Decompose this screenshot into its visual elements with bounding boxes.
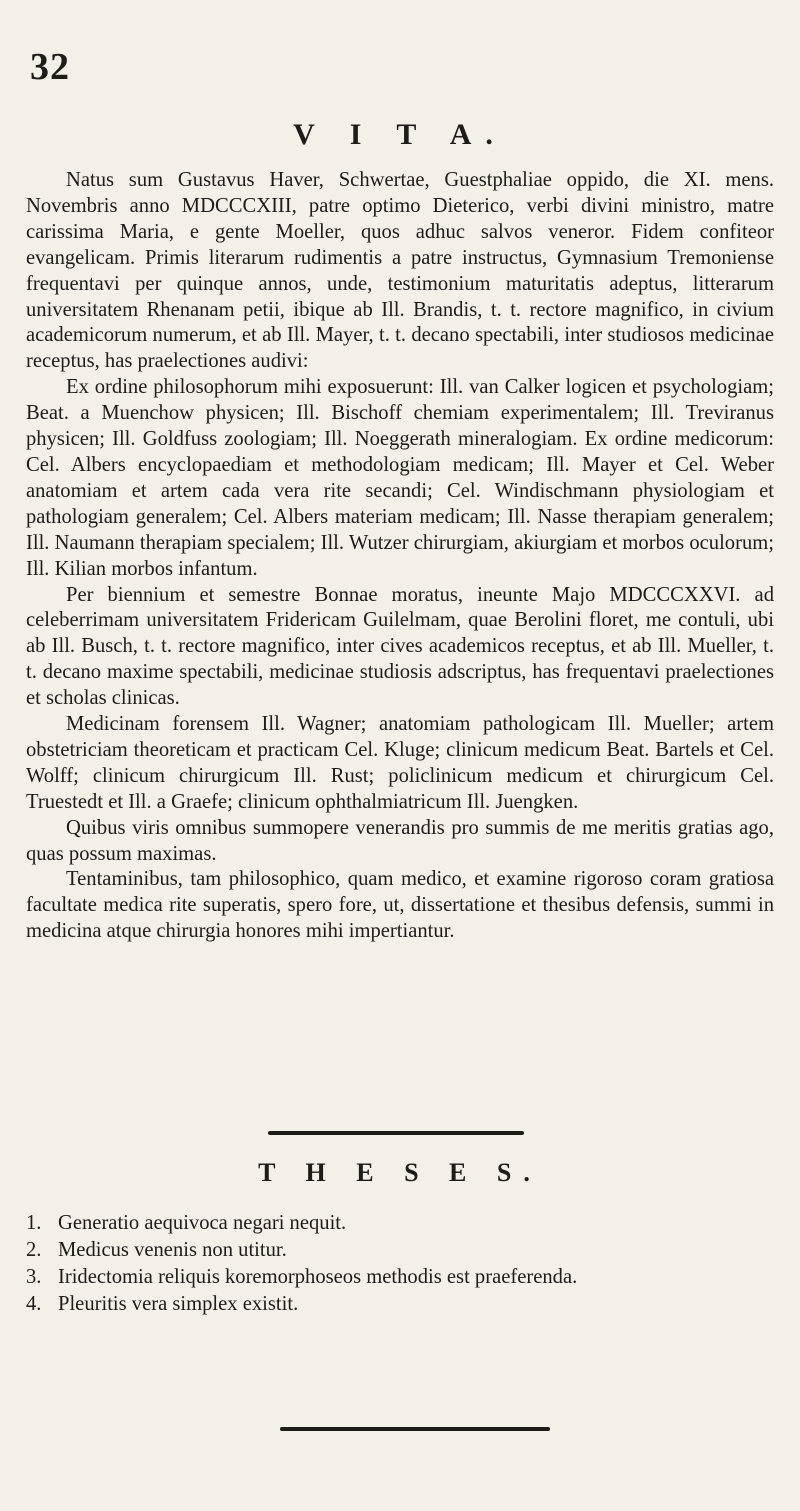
theses-title: T H E S E S.	[258, 1158, 542, 1187]
thesis-item	[26, 1264, 774, 1291]
thesis-number: 3.	[26, 1266, 42, 1288]
vita-paragraph: Medicinam forensem Ill. Wagner; anatomiam pathologicam Ill. Mueller; artem obstetriciam theoreticam et practicam Cel. Kluge; clinicum medicum Beat. Bartels et Cel. Wolff; clinicum chirurgicum Ill. Rust; policlinicum medicum et chirurgicum Cel. Truestedt et Ill. a Graefe; clinicum ophthalmiatricum Ill. Juengken.	[26, 713, 774, 813]
thesis-item	[26, 1237, 774, 1264]
vita-paragraph: Quibus viris omnibus summopere venerandis pro summis de me meritis gratias ago, quas possum maximas.	[26, 816, 774, 865]
thesis-text: Pleuritis vera simplex existit.	[58, 1293, 299, 1315]
vita-paragraph: Natus sum Gustavus Haver, Schwertae, Guestphaliae oppido, die XI. mens. Novembris anno MDCCCXIII, patre optimo Dieterico, verbi divini ministro, matre carissima Maria, e gente Moeller, quos adhuc salvos veneror. Fidem confiteor evangelicam. Primis literarum rudimentis a patre instructus, Gymnasium Tremoniense frequentavi per quinque annos, unde, testimonium maturitatis adeptus, litterarum universitatem Rhenanam petii, ibique ab Ill. Brandis, t. t. rectore magnifico, in civium academicorum numerum, et ab Ill. Mayer, t. t. decano spectabili, inter studiosos medicinae receptus, has praelectiones audivi:	[26, 169, 774, 373]
thesis-number: 4.	[26, 1293, 42, 1315]
thesis-text: Medicus venenis non utitur.	[58, 1239, 287, 1261]
page-number: 32	[30, 46, 70, 88]
vita-title: V I T A.	[293, 118, 507, 151]
thesis-item	[26, 1210, 774, 1237]
thesis-text: Generatio aequivoca negari nequit.	[58, 1212, 347, 1234]
thesis-item	[26, 1291, 774, 1318]
vita-body	[26, 168, 774, 945]
divider-rule	[280, 1427, 550, 1431]
vita-paragraph: Per biennium et semestre Bonnae moratus, ineunte Majo MDCCCXXVI. ad celeberrimam universitatem Fridericam Guilelmam, quae Berolini floret, me contuli, ubi ab Ill. Busch, t. t. rectore magnifico, inter cives academicos receptus, et ab Ill. Mueller, t. t. decano maxime spectabili, medicinae studiosis adscriptus, has frequentavi praelectiones et scholas clinicas.	[26, 583, 774, 710]
thesis-number: 2.	[26, 1239, 42, 1261]
thesis-text: Iridectomia reliquis koremorphoseos methodis est praeferenda.	[58, 1266, 578, 1288]
theses-list	[26, 1210, 774, 1318]
vita-paragraph: Ex ordine philosophorum mihi exposuerunt: Ill. van Calker logicen et psychologiam; Beat. a Muenchow physicen; Ill. Bischoff chemiam experimentalem; Ill. Treviranus physicen; Ill. Goldfuss zoologiam; Ill. Noeggerath mineralogiam. Ex ordine medicorum: Cel. Albers encyclopaediam et methodologiam medicam; Ill. Mayer et Cel. Weber anatomiam et artem cada vera rite secandi; Cel. Windischmann physiologiam et pathologiam generalem; Cel. Albers materiam medicam; Ill. Nasse therapiam generalem; Ill. Naumann therapiam specialem; Ill. Wutzer chirurgiam, akiurgiam et morbos oculorum; Ill. Kilian morbos infantum.	[26, 376, 774, 580]
vita-paragraph: Tentaminibus, tam philosophico, quam medico, et examine rigoroso coram gratiosa facultate medica rite superatis, spero fore, ut, dissertatione et thesibus defensis, summi in medicina atque chirurgia honores mihi impertiantur.	[26, 868, 774, 943]
thesis-number: 1.	[26, 1212, 42, 1234]
divider-rule	[268, 1131, 524, 1135]
